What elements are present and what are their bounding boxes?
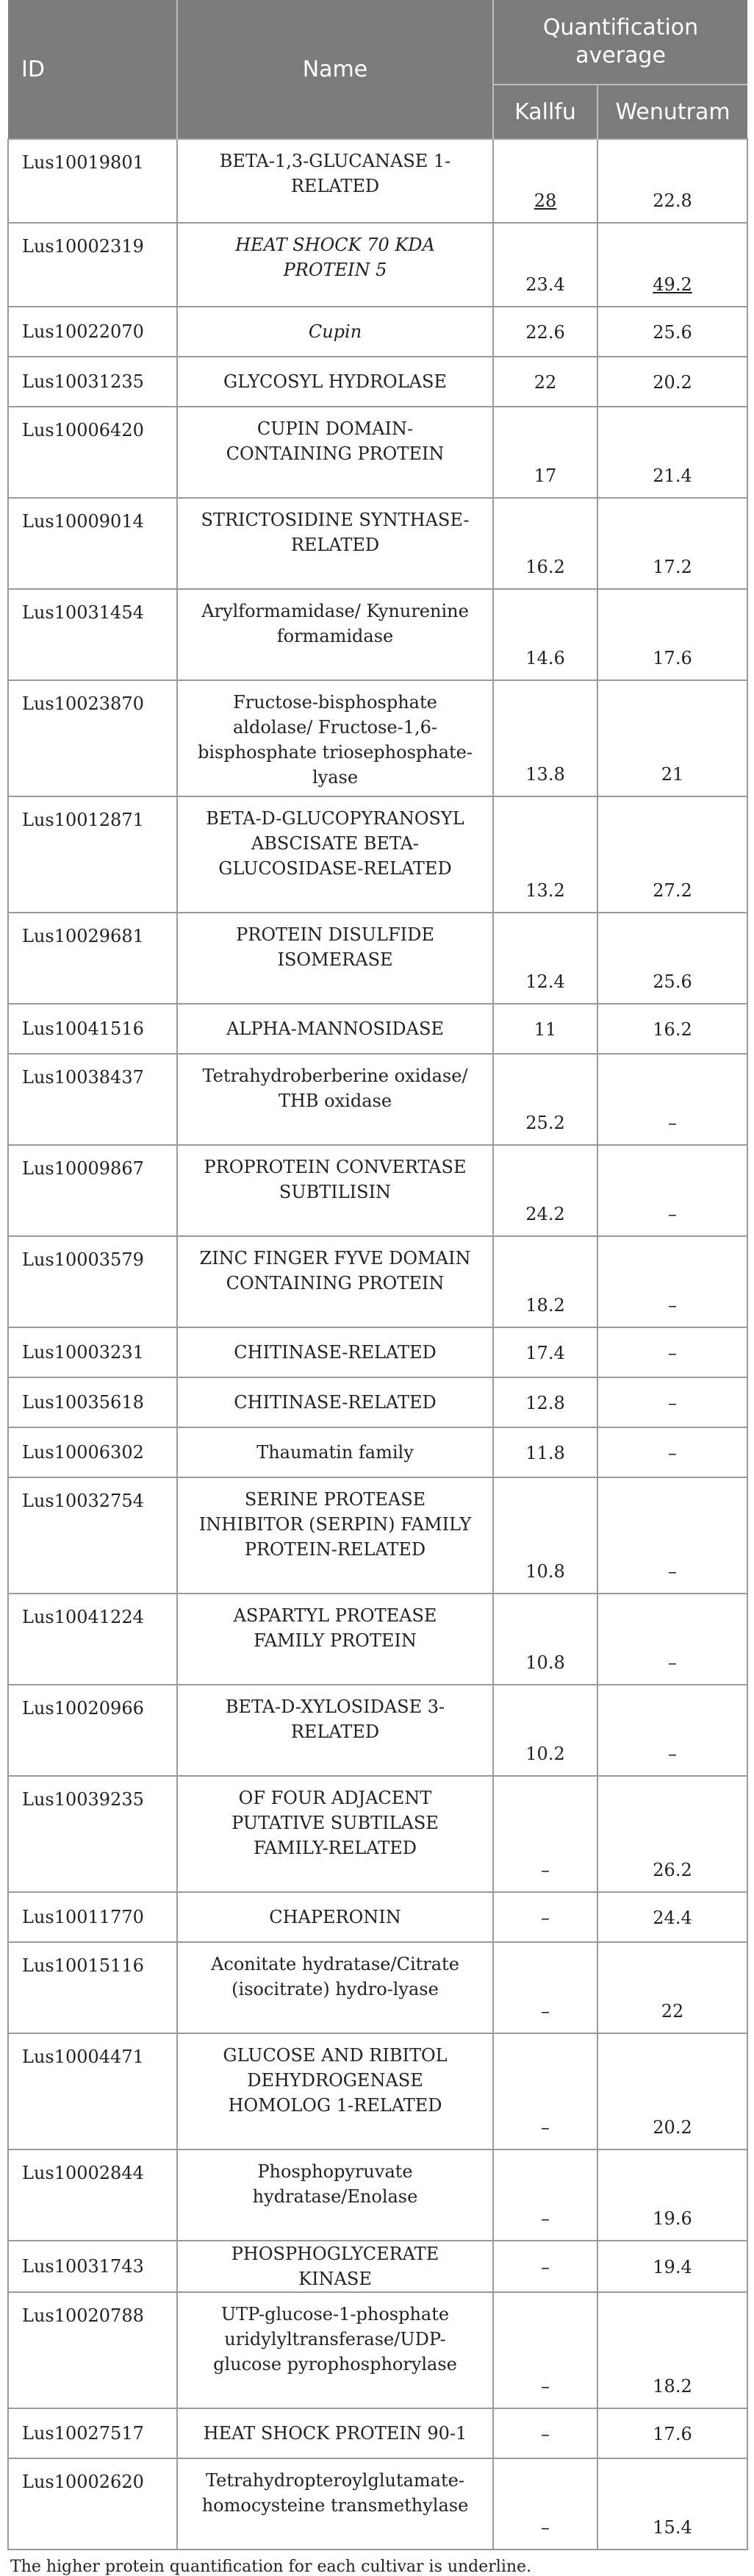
cell-name: Fructose-bisphosphate aldolase/ Fructose-1,6-bisphosphate triosephosphate-lyase [177, 680, 493, 796]
cell-kallfu [493, 1145, 597, 1236]
cell-name: Phosphopyruvate hydratase/Enolase [177, 2149, 493, 2241]
kallfu-value: – [541, 2256, 550, 2277]
cell-kallfu [493, 680, 597, 796]
header-name: Name [177, 0, 493, 139]
cell-name: OF FOUR ADJACENT PUTATIVE SUBTILASE FAMILY-RELATED [177, 1776, 493, 1892]
cell-kallfu [493, 2149, 597, 2241]
cell-name: ZINC FINGER FYVE DOMAIN CONTAINING PROTEIN [177, 1236, 493, 1327]
cell-kallfu [493, 2241, 597, 2292]
table-row [8, 1776, 747, 1892]
cell-id: Lus10020788 [8, 2292, 177, 2408]
cell-wenutram [597, 796, 747, 913]
cell-kallfu [493, 2033, 597, 2149]
cell-wenutram [597, 2292, 747, 2408]
cell-kallfu [493, 498, 597, 589]
table-row [8, 1145, 747, 1236]
kallfu-value: 13.2 [525, 880, 565, 901]
wenutram-value: 24.4 [653, 1907, 692, 1928]
table-row [8, 1427, 747, 1477]
table-footnote: The higher protein quantification for each cultivar is underline. [10, 2558, 532, 2576]
kallfu-value: 10.8 [525, 1652, 565, 1673]
wenutram-value: 27.2 [653, 880, 692, 901]
cell-wenutram [597, 357, 747, 407]
cell-name: Arylformamidase/ Kynurenine formamidase [177, 589, 493, 680]
table-row [8, 139, 747, 223]
table-row [8, 2149, 747, 2241]
table-header [8, 0, 747, 139]
wenutram-value: – [668, 1561, 677, 1582]
cell-kallfu [493, 1477, 597, 1594]
cell-name: CUPIN DOMAIN-CONTAINING PROTEIN [177, 407, 493, 498]
cell-id: Lus10022070 [8, 307, 177, 357]
cell-name: Aconitate hydratase/Citrate (isocitrate) hydro-lyase [177, 1942, 493, 2033]
kallfu-value: 28 [534, 190, 557, 211]
cell-name: CHITINASE-RELATED [177, 1327, 493, 1377]
kallfu-value: 11 [534, 1018, 557, 1040]
cell-name: UTP-glucose-1-phosphate uridylyltransferase/UDP-glucose pyrophosphorylase [177, 2292, 493, 2408]
cell-wenutram [597, 2033, 747, 2149]
wenutram-value: 17.2 [653, 557, 692, 577]
kallfu-value: – [541, 2517, 550, 2538]
table-row [8, 2033, 747, 2149]
cell-id: Lus10002620 [8, 2458, 177, 2550]
cell-id: Lus10009867 [8, 1145, 177, 1236]
cell-wenutram [597, 680, 747, 796]
cell-name: Tetrahydroberberine oxidase/ THB oxidase [177, 1054, 493, 1145]
cell-name: HEAT SHOCK PROTEIN 90-1 [177, 2408, 493, 2458]
cell-wenutram [597, 223, 747, 307]
wenutram-value: 18.2 [653, 2376, 692, 2397]
wenutram-value: – [668, 1113, 677, 1133]
kallfu-value: 23.4 [525, 274, 565, 295]
table-row [8, 680, 747, 796]
cell-name: CHAPERONIN [177, 1892, 493, 1942]
table-row [8, 1236, 747, 1327]
cell-wenutram [597, 1377, 747, 1427]
wenutram-value: 25.6 [653, 971, 692, 992]
cell-wenutram [597, 139, 747, 223]
cell-wenutram [597, 2458, 747, 2550]
cell-kallfu [493, 1942, 597, 2033]
cell-name: GLUCOSE AND RIBITOL DEHYDROGENASE HOMOLOG 1-RELATED [177, 2033, 493, 2149]
table-row [8, 796, 747, 913]
cell-wenutram [597, 407, 747, 498]
kallfu-value: 11.8 [525, 1442, 565, 1463]
table-row [8, 1327, 747, 1377]
cell-name: CHITINASE-RELATED [177, 1377, 493, 1427]
wenutram-value: 22 [661, 2001, 684, 2022]
cell-id: Lus10006302 [8, 1427, 177, 1477]
cell-name: GLYCOSYL HYDROLASE [177, 357, 493, 407]
cell-id: Lus10029681 [8, 913, 177, 1004]
cell-name: BETA-1,3-GLUCANASE 1-RELATED [177, 139, 493, 223]
table-row [8, 1892, 747, 1942]
cell-name: PHOSPHOGLYCERATE KINASE [177, 2241, 493, 2292]
header-kallfu: Kallfu [493, 85, 597, 139]
cell-name: ASPARTYL PROTEASE FAMILY PROTEIN [177, 1594, 493, 1685]
wenutram-value: 16.2 [653, 1018, 692, 1040]
cell-id: Lus10041516 [8, 1004, 177, 1054]
kallfu-value: 13.8 [525, 764, 565, 785]
wenutram-value: – [668, 1442, 677, 1463]
cell-kallfu [493, 2292, 597, 2408]
table-row [8, 589, 747, 680]
cell-id: Lus10023870 [8, 680, 177, 796]
table-row [8, 1004, 747, 1054]
cell-name: BETA-D-GLUCOPYRANOSYL ABSCISATE BETA-GLUCOSIDASE-RELATED [177, 796, 493, 913]
table-row [8, 913, 747, 1004]
cell-wenutram [597, 913, 747, 1004]
table-row [8, 1594, 747, 1685]
cell-kallfu [493, 1236, 597, 1327]
cell-id: Lus10032754 [8, 1477, 177, 1594]
wenutram-value: 21.4 [653, 465, 692, 486]
kallfu-value: – [541, 2423, 550, 2444]
cell-wenutram [597, 498, 747, 589]
cell-kallfu [493, 2408, 597, 2458]
cell-name: BETA-D-XYLOSIDASE 3-RELATED [177, 1685, 493, 1776]
cell-kallfu [493, 1892, 597, 1942]
cell-name: HEAT SHOCK 70 KDA PROTEIN 5 [177, 223, 493, 307]
table-row [8, 2241, 747, 2292]
table-row [8, 498, 747, 589]
cell-wenutram [597, 2408, 747, 2458]
cell-id: Lus10012871 [8, 796, 177, 913]
cell-kallfu [493, 307, 597, 357]
cell-kallfu [493, 2458, 597, 2550]
wenutram-value: 17.6 [653, 648, 692, 668]
cell-wenutram [597, 1685, 747, 1776]
kallfu-value: 12.4 [525, 971, 565, 992]
table-row [8, 357, 747, 407]
cell-kallfu [493, 1327, 597, 1377]
wenutram-value: 25.6 [653, 321, 692, 343]
cell-kallfu [493, 357, 597, 407]
kallfu-value: – [541, 2001, 550, 2022]
cell-id: Lus10004471 [8, 2033, 177, 2149]
cell-id: Lus10009014 [8, 498, 177, 589]
wenutram-value: – [668, 1652, 677, 1673]
cell-kallfu [493, 1427, 597, 1477]
cell-id: Lus10038437 [8, 1054, 177, 1145]
wenutram-value: 20.2 [653, 2117, 692, 2138]
cell-kallfu [493, 407, 597, 498]
cell-id: Lus10039235 [8, 1776, 177, 1892]
cell-id: Lus10035618 [8, 1377, 177, 1427]
wenutram-value: 19.6 [653, 2208, 692, 2229]
kallfu-value: 12.8 [525, 1392, 565, 1413]
table-row [8, 1054, 747, 1145]
cell-name: STRICTOSIDINE SYNTHASE-RELATED [177, 498, 493, 589]
cell-id: Lus10031743 [8, 2241, 177, 2292]
table-body [8, 139, 747, 2550]
wenutram-value: – [668, 1392, 677, 1413]
cell-name: Tetrahydropteroylglutamate-homocysteine transmethylase [177, 2458, 493, 2550]
cell-wenutram [597, 1145, 747, 1236]
wenutram-value: – [668, 1744, 677, 1764]
wenutram-value: – [668, 1204, 677, 1224]
cell-id: Lus10002844 [8, 2149, 177, 2241]
table-row [8, 2408, 747, 2458]
cell-wenutram [597, 307, 747, 357]
wenutram-value: 22.8 [653, 190, 692, 211]
cell-id: Lus10031454 [8, 589, 177, 680]
cell-wenutram [597, 1776, 747, 1892]
cell-wenutram [597, 1054, 747, 1145]
table-row [8, 1942, 747, 2033]
table-container [7, 0, 747, 2576]
table-row [8, 307, 747, 357]
kallfu-value: – [541, 2208, 550, 2229]
cell-name: SERINE PROTEASE INHIBITOR (SERPIN) FAMILY PROTEIN-RELATED [177, 1477, 493, 1594]
cell-wenutram [597, 1477, 747, 1594]
cell-id: Lus10019801 [8, 139, 177, 223]
cell-name: Cupin [177, 307, 493, 357]
table-row [8, 407, 747, 498]
cell-id: Lus10003231 [8, 1327, 177, 1377]
kallfu-value: 22 [534, 371, 557, 393]
header-quantification-average: Quantification average [493, 0, 747, 85]
wenutram-value: 21 [661, 764, 684, 785]
table-row [8, 1377, 747, 1427]
table-row [8, 223, 747, 307]
cell-id: Lus10002319 [8, 223, 177, 307]
cell-kallfu [493, 1776, 597, 1892]
cell-kallfu [493, 913, 597, 1004]
wenutram-value: 49.2 [653, 274, 692, 295]
cell-id: Lus10020966 [8, 1685, 177, 1776]
cell-name: PROTEIN DISULFIDE ISOMERASE [177, 913, 493, 1004]
cell-wenutram [597, 1594, 747, 1685]
cell-kallfu [493, 223, 597, 307]
cell-kallfu [493, 1377, 597, 1427]
wenutram-value: 26.2 [653, 1860, 692, 1880]
cell-wenutram [597, 1004, 747, 1054]
header-wenutram: Wenutram [597, 85, 747, 139]
cell-name: PROPROTEIN CONVERTASE SUBTILISIN [177, 1145, 493, 1236]
protein-table [7, 0, 748, 2550]
cell-kallfu [493, 796, 597, 913]
cell-kallfu [493, 1004, 597, 1054]
cell-wenutram [597, 589, 747, 680]
cell-kallfu [493, 1685, 597, 1776]
table-row [8, 2458, 747, 2550]
cell-name: ALPHA-MANNOSIDASE [177, 1004, 493, 1054]
wenutram-value: – [668, 1342, 677, 1363]
kallfu-value: 18.2 [525, 1295, 565, 1316]
kallfu-value: 10.8 [525, 1561, 565, 1582]
cell-wenutram [597, 1427, 747, 1477]
cell-wenutram [597, 2241, 747, 2292]
cell-kallfu [493, 139, 597, 223]
kallfu-value: 25.2 [525, 1113, 565, 1133]
table-row [8, 1477, 747, 1594]
cell-id: Lus10015116 [8, 1942, 177, 2033]
wenutram-value: 17.6 [653, 2423, 692, 2444]
kallfu-value: 14.6 [525, 648, 565, 668]
cell-wenutram [597, 1236, 747, 1327]
kallfu-value: 17 [534, 465, 557, 486]
cell-wenutram [597, 1327, 747, 1377]
kallfu-value: 17.4 [525, 1342, 565, 1363]
cell-id: Lus10011770 [8, 1892, 177, 1942]
kallfu-value: – [541, 2117, 550, 2138]
cell-wenutram [597, 1892, 747, 1942]
cell-wenutram [597, 2149, 747, 2241]
wenutram-value: 20.2 [653, 371, 692, 393]
cell-name: Thaumatin family [177, 1427, 493, 1477]
kallfu-value: 16.2 [525, 557, 565, 577]
cell-id: Lus10041224 [8, 1594, 177, 1685]
wenutram-value: 15.4 [653, 2517, 692, 2538]
kallfu-value: 22.6 [525, 321, 565, 343]
cell-wenutram [597, 1942, 747, 2033]
cell-id: Lus10031235 [8, 357, 177, 407]
kallfu-value: – [541, 1860, 550, 1880]
table-row [8, 2292, 747, 2408]
cell-id: Lus10027517 [8, 2408, 177, 2458]
cell-id: Lus10006420 [8, 407, 177, 498]
kallfu-value: – [541, 1907, 550, 1928]
wenutram-value: – [668, 1295, 677, 1316]
kallfu-value: 24.2 [525, 1204, 565, 1224]
cell-kallfu [493, 589, 597, 680]
cell-id: Lus10003579 [8, 1236, 177, 1327]
kallfu-value: 10.2 [525, 1744, 565, 1764]
cell-kallfu [493, 1054, 597, 1145]
cell-kallfu [493, 1594, 597, 1685]
wenutram-value: 19.4 [653, 2256, 692, 2277]
header-id: ID [8, 0, 177, 139]
kallfu-value: – [541, 2376, 550, 2397]
table-row [8, 1685, 747, 1776]
